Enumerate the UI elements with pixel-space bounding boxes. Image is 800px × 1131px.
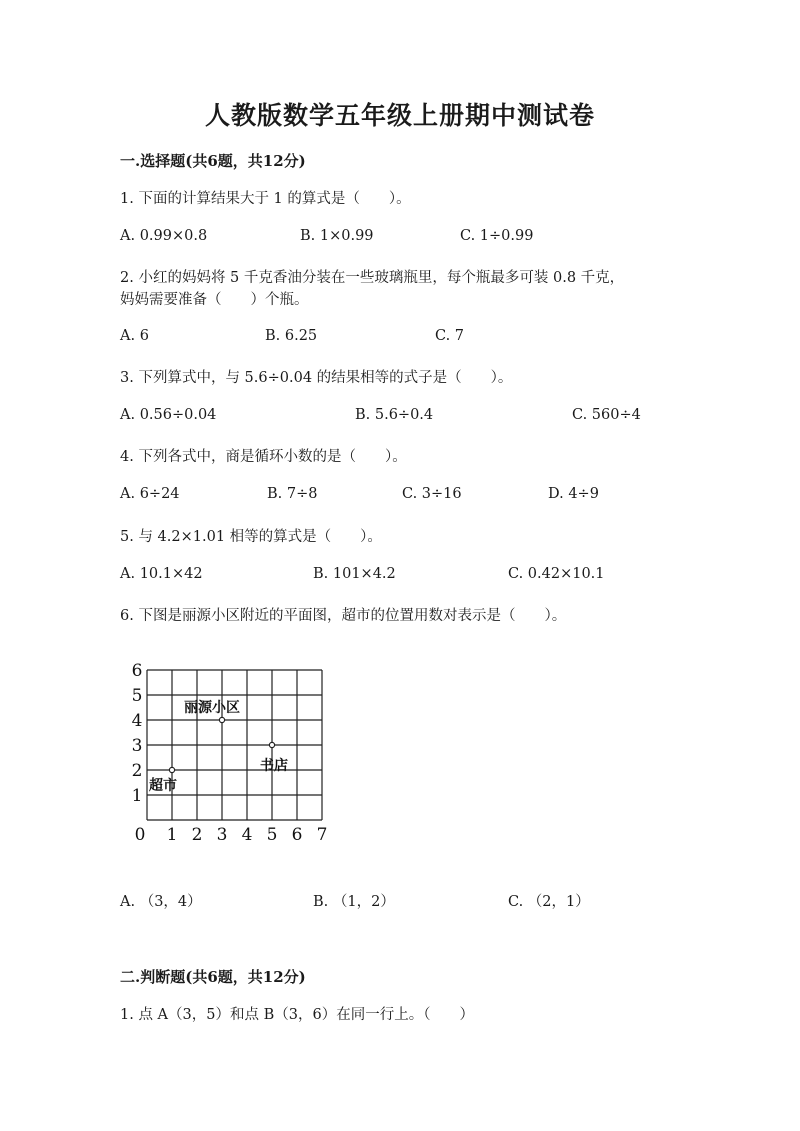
x-tick-label: 5 (266, 825, 278, 845)
q4-option-c[interactable]: C. 3÷16 (402, 486, 462, 502)
question-2-line-1: 2. 小红的妈妈将 5 千克香油分装在一些玻璃瓶里，每个瓶最多可装 0.8 千克， (120, 270, 625, 286)
y-tick-label: 4 (131, 711, 143, 731)
grid-lines (147, 670, 322, 820)
question-4: 4. 下列各式中，商是循环小数的是（ ）。 (120, 449, 407, 465)
x-tick-label: 4 (241, 825, 253, 845)
q5-option-a[interactable]: A. 10.1×42 (120, 566, 203, 582)
q6-option-c[interactable]: C. （2，1） (508, 894, 590, 910)
x-tick-label: 0 (134, 825, 146, 845)
x-tick-label: 2 (191, 825, 203, 845)
q1-option-b[interactable]: B. 1×0.99 (300, 228, 374, 244)
judgement-question-1: 1. 点 A（3，5）和点 B（3，6）在同一行上。（ ） (120, 1007, 474, 1023)
residence-label: 丽源小区 (184, 700, 240, 716)
residence-point (219, 717, 224, 722)
q2-option-a[interactable]: A. 6 (120, 328, 149, 344)
q1-option-a[interactable]: A. 0.99×0.8 (120, 228, 208, 244)
q3-option-c[interactable]: C. 560÷4 (572, 407, 641, 423)
q4-option-a[interactable]: A. 6÷24 (120, 486, 180, 502)
y-axis-ticks (132, 661, 143, 806)
bookstore-point (269, 742, 274, 747)
q6-option-b[interactable]: B. （1，2） (313, 894, 395, 910)
x-axis-ticks (135, 825, 328, 845)
q4-option-b[interactable]: B. 7÷8 (267, 486, 318, 502)
x-tick-label: 7 (316, 825, 328, 845)
q6-option-a[interactable]: A. （3，4） (120, 894, 202, 910)
bookstore-label: 书店 (260, 758, 288, 774)
q1-option-c[interactable]: C. 1÷0.99 (460, 228, 534, 244)
supermarket-label: 超市 (149, 778, 177, 794)
supermarket-point (169, 767, 174, 772)
q2-option-c[interactable]: C. 7 (435, 328, 465, 344)
y-tick-label: 1 (131, 786, 143, 806)
q3-option-a[interactable]: A. 0.56÷0.04 (120, 407, 217, 423)
q5-option-c[interactable]: C. 0.42×10.1 (508, 566, 605, 582)
x-tick-label: 3 (216, 825, 228, 845)
q3-option-b[interactable]: B. 5.6÷0.4 (355, 407, 434, 423)
q2-option-b[interactable]: B. 6.25 (265, 328, 318, 344)
question-5: 5. 与 4.2×1.01 相等的算式是（ ）。 (120, 529, 382, 545)
question-3: 3. 下列算式中，与 5.6÷0.04 的结果相等的式子是（ ）。 (120, 370, 513, 386)
page-title: 人教版数学五年级上册期中测试卷 (204, 101, 595, 130)
x-tick-label: 1 (166, 825, 178, 845)
question-2-line-2: 妈妈需要准备（ ）个瓶。 (120, 292, 309, 308)
section-2-heading: 二.判断题(共6题，共12分) (120, 968, 306, 986)
y-tick-label: 5 (131, 686, 143, 706)
question-1: 1. 下面的计算结果大于 1 的算式是（ ）。 (120, 191, 411, 207)
coordinate-grid-map (120, 660, 350, 850)
y-tick-label: 3 (131, 736, 143, 756)
section-1-heading: 一.选择题(共6题，共12分) (120, 152, 306, 170)
q4-option-d[interactable]: D. 4÷9 (548, 486, 599, 502)
question-6: 6. 下图是丽源小区附近的平面图，超市的位置用数对表示是（ ）。 (120, 608, 567, 624)
y-tick-label: 6 (131, 661, 143, 681)
q5-option-b[interactable]: B. 101×4.2 (313, 566, 396, 582)
y-tick-label: 2 (131, 761, 143, 781)
x-tick-label: 6 (291, 825, 303, 845)
